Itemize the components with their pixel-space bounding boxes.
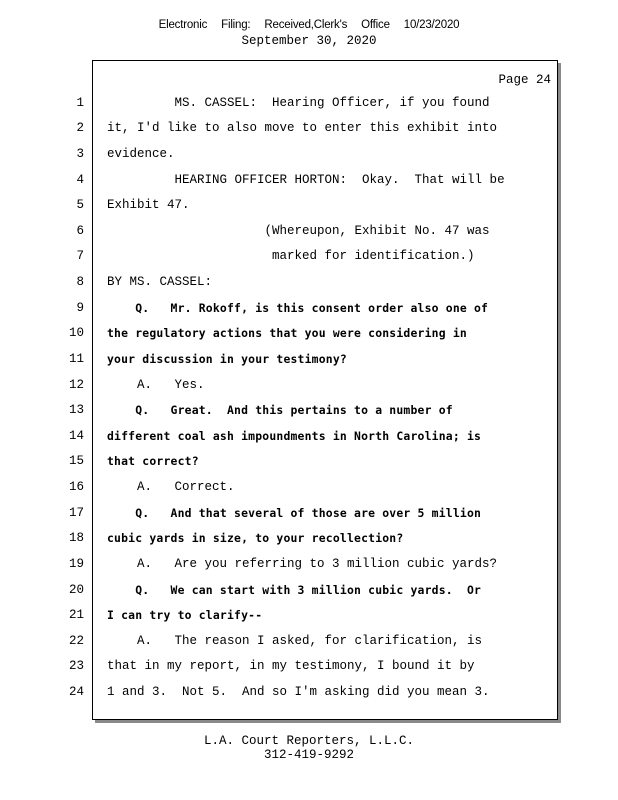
line-number: 16 (68, 480, 84, 494)
line-number: 18 (68, 531, 84, 545)
transcript-line: marked for identification.) (107, 249, 475, 263)
filing-stamp-part: Electronic (158, 19, 208, 31)
transcript-line: that in my report, in my testimony, I bound it by (107, 659, 475, 673)
transcript-line: A. Yes. (107, 378, 205, 392)
line-number: 15 (68, 454, 84, 468)
line-number: 21 (68, 608, 84, 622)
line-number: 2 (76, 121, 84, 135)
line-number: 3 (76, 147, 84, 161)
transcript-line: evidence. (107, 147, 175, 161)
line-number: 9 (76, 301, 84, 315)
line-number: 10 (68, 326, 84, 340)
line-number: 13 (68, 403, 84, 417)
transcript-line: Exhibit 47. (107, 198, 190, 212)
filing-stamp (0, 19, 618, 31)
transcript-date: September 30, 2020 (241, 34, 377, 48)
line-number: 1 (76, 96, 84, 110)
transcript-line: it, I'd like to also move to enter this exhibit into (107, 121, 498, 135)
page-number: Page 24 (498, 73, 551, 87)
transcript-line: A. Correct. (107, 480, 235, 494)
filing-stamp-part: Received,Clerk's (264, 19, 348, 31)
transcript-line: Q. We can start with 3 million cubic yards. Or (107, 583, 482, 597)
line-number: 14 (68, 429, 84, 443)
transcript-line: Q. Mr. Rokoff, is this consent order also one of (107, 301, 489, 315)
transcript-line: that correct? (107, 454, 199, 468)
transcript-line: 1 and 3. Not 5. And so I'm asking did you mean 3. (107, 685, 490, 699)
line-number: 8 (76, 275, 84, 289)
filing-stamp-part: Office (361, 19, 390, 31)
line-number: 12 (68, 378, 84, 392)
filing-stamp-part: Filing: (221, 19, 251, 31)
line-number: 19 (68, 557, 84, 571)
transcript-line: BY MS. CASSEL: (107, 275, 213, 289)
transcript-line: Q. Great. And this pertains to a number of (107, 403, 453, 417)
transcript-line: A. Are you referring to 3 million cubic yards? (107, 557, 498, 571)
line-number: 6 (76, 224, 84, 238)
transcript-line: cubic yards in size, to your recollection? (107, 531, 404, 545)
line-number: 17 (68, 506, 84, 520)
line-number: 20 (68, 583, 84, 597)
line-number: 11 (68, 352, 84, 366)
reporter-company: L.A. Court Reporters, L.L.C. (203, 734, 415, 748)
transcript-line: Q. And that several of those are over 5 million (107, 506, 482, 520)
line-number: 22 (68, 634, 84, 648)
transcript-line: I can try to clarify-- (107, 608, 263, 622)
line-number: 24 (68, 685, 84, 699)
transcript-line: different coal ash impoundments in North Carolina; is (107, 429, 482, 443)
transcript-line: the regulatory actions that you were considering in (107, 326, 467, 340)
transcript-line: HEARING OFFICER HORTON: Okay. That will be (107, 173, 505, 187)
line-number: 7 (76, 249, 84, 263)
transcript-line: (Whereupon, Exhibit No. 47 was (107, 224, 490, 238)
line-number: 23 (68, 659, 84, 673)
line-number: 4 (76, 173, 84, 187)
transcript-line: A. The reason I asked, for clarification, is (107, 634, 483, 648)
reporter-phone: 312-419-9292 (263, 748, 354, 762)
transcript-line: MS. CASSEL: Hearing Officer, if you found (107, 96, 490, 110)
transcript-line: your discussion in your testimony? (107, 352, 347, 366)
line-number: 5 (76, 198, 84, 212)
filing-stamp-part: 10/23/2020 (403, 19, 460, 31)
